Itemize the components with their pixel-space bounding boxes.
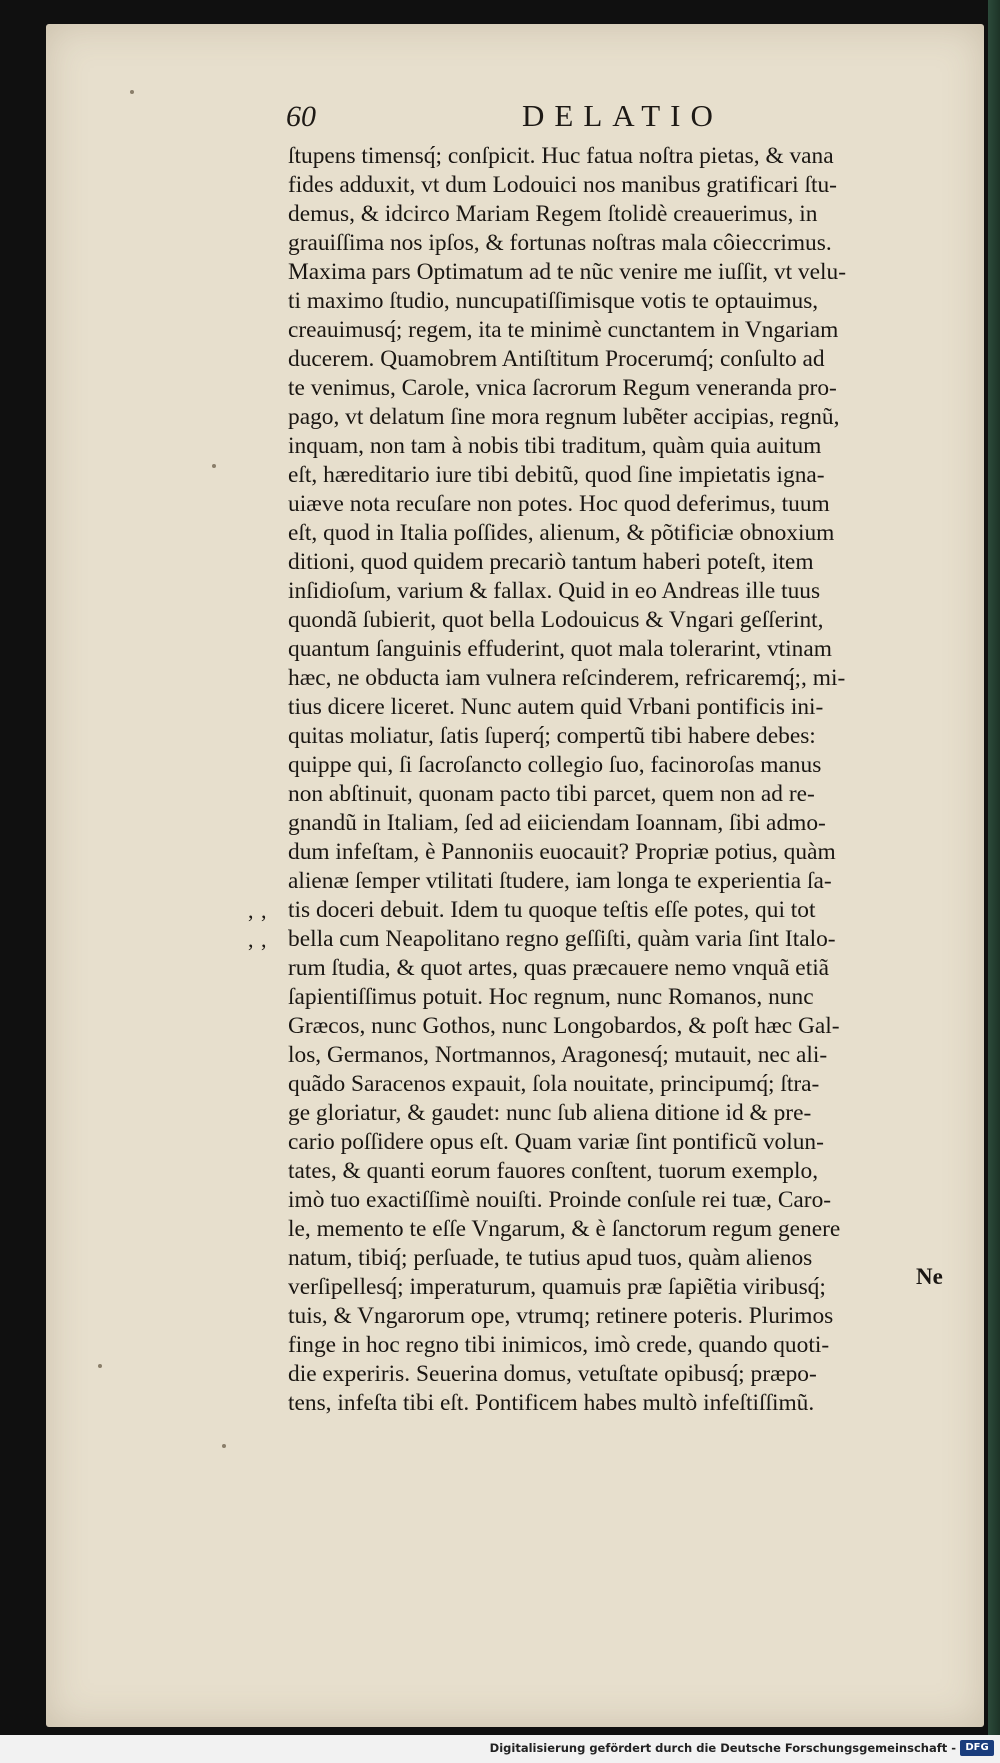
text-line [288,200,994,229]
text-line [288,1244,994,1273]
text-line [288,635,994,664]
text-line-content: die experiris. Seuerina domus, vetuſtate opibusq́; præpo- [288,1361,817,1387]
text-line [288,403,994,432]
text-line [288,1331,994,1360]
margin-quote-mark: , , [248,927,268,952]
text-line-content: natum, tibiq́; perſuade, te tutius apud tuos, quàm alienos [288,1245,813,1271]
text-line-content: demus, & idcirco Mariam Regem ſtolidè creauerimus, in [288,201,818,227]
text-line-content: pago, vt delatum ſine mora regnum lubẽter accipias, regnũ, [288,404,840,430]
text-line-content: ge gloriatur, & gaudet: nunc ſub aliena ditione id & pre- [288,1100,812,1126]
catchword: Ne [916,1264,943,1289]
text-line [288,316,994,345]
text-line-content: quitas moliatur, ſatis ſuperq́; compertũ tibi habere debes: [288,723,816,749]
text-line-content: creauimusq́; regem, ita te minimè cunctantem in Vngariam [288,317,839,343]
text-line-content: inſidioſum, varium & fallax. Quid in eo Andreas ille tuus [288,578,821,604]
paper-speck [222,1444,226,1448]
text-line-content: le, memento te eſſe Vngarum, & è ſanctorum regum genere [288,1216,841,1242]
text-line-content: ditioni, quod quidem precariò tantum haberi poteſt, item [288,549,814,575]
paper-speck [212,464,216,468]
footer-strip [0,1735,1000,1763]
text-line [288,345,994,374]
text-line [288,287,994,316]
text-line-content: tuis, & Vngarorum ope, vtrumq; retinere poteris. Plurimos [288,1303,834,1329]
text-line [288,1099,994,1128]
text-line-content: tis doceri debuit. Idem tu quoque teſtis eſſe potes, qui tot [288,897,816,923]
text-line [288,1215,994,1244]
text-line-content: te venimus, Carole, vnica ſacrorum Regum veneranda pro- [288,375,837,401]
text-line-content: tates, & quanti eorum fauores conſtent, tuorum exemplo, [288,1158,819,1184]
text-line [288,838,994,867]
text-line [288,606,994,635]
paper-speck [98,1364,102,1368]
text-line-content: eſt, quod in Italia poſſides, alienum, & põtificiæ obnoxium [288,520,835,546]
text-line [288,722,994,751]
text-line [288,867,994,896]
text-line-content: eſt, hæreditario iure tibi debitũ, quod ſine impietatis igna- [288,462,825,488]
text-line-content: non abſtinuit, quonam pacto tibi parcet, quem non ad re- [288,781,815,807]
text-line-content: quippe qui, ſi ſacroſancto collegio ſuo, facinoroſas manus [288,752,822,778]
text-line-content: ſapientiſſimus potuit. Hoc regnum, nunc Romanos, nunc [288,984,814,1010]
body-text [248,142,994,1418]
margin-quote-mark: , , [248,898,268,923]
text-line-content: quantum ſanguinis effuderint, quot mala tolerarint, vtinam [288,636,832,662]
text-line-content: bella cum Neapolitano regno geſſiſti, quàm varia ſint Italo- [288,926,836,952]
text-line [288,954,994,983]
text-line-content: verſipellesq́; imperaturum, quamuis præ ſapiẽtia viribusq́; [288,1274,826,1300]
text-line-content: Græcos, nunc Gothos, nunc Longobardos, & poſt hæc Gal- [288,1013,840,1039]
text-line-content: Maxima pars Optimatum ad te nũc venire me iuſſit, vt velu- [288,259,846,285]
text-line-content: gnandũ in Italiam, ſed ad eiiciendam Ioannam, ſibi admo- [288,810,826,836]
text-line-content: inquam, non tam à nobis tibi traditum, quàm quia auitum [288,433,822,459]
page-number: 60 [286,100,316,133]
text-line [288,258,994,287]
text-line [288,1360,994,1389]
text-line-content: ducerem. Quamobrem Antiſtitum Procerumq́; conſulto ad [288,346,825,372]
text-line [288,374,994,403]
text-line-content: cario poſſidere opus eſt. Quam variæ ſint pontificũ volun- [288,1129,824,1155]
text-line [288,983,994,1012]
text-line-content: tius dicere liceret. Nunc autem quid Vrbani pontificis ini- [288,694,824,720]
digitization-credit: Digitalisierung gefördert durch die Deutsche Forschungsgemeinschaft - [489,1741,956,1755]
text-line [248,896,994,925]
text-line-content: fides adduxit, vt dum Lodouici nos manibus gratificari ſtu- [288,172,837,198]
page-header [46,94,984,138]
paper-speck [130,90,134,94]
text-line [288,490,994,519]
text-line-content: grauiſſima nos ipſos, & fortunas noſtras mala côieccrimus. [288,230,832,256]
text-line-content: dum infeſtam, è Pannoniis euocauit? Propriæ potius, quàm [288,839,836,865]
text-line [288,432,994,461]
text-line [288,1157,994,1186]
text-line [288,780,994,809]
text-line [288,664,994,693]
text-line-content: imò tuo exactiſſimè nouiſti. Proinde conſule rei tuæ, Caro- [288,1187,832,1213]
text-line-content: ti maximo ſtudio, nuncupatiſſimisque votis te optauimus, [288,288,819,314]
text-line [288,693,994,722]
text-line [288,1128,994,1157]
text-line [288,1186,994,1215]
text-line [288,519,994,548]
text-line-content: quãdo Saracenos expauit, ſola nouitate, principumq́; ſtra- [288,1071,820,1097]
text-line [288,461,994,490]
text-line [288,171,994,200]
text-line [288,229,994,258]
text-line-content: finge in hoc regno tibi inimicos, imò crede, quando quoti- [288,1332,830,1358]
text-line [248,925,994,954]
text-line [288,1070,994,1099]
text-line [288,1389,994,1418]
text-line [288,1012,994,1041]
text-line [288,1041,994,1070]
text-line [288,1273,994,1302]
text-line [288,809,994,838]
book-page [46,24,984,1727]
text-line-content: ſtupens timensq́; conſpicit. Huc fatua noſtra pietas, & vana [288,143,834,169]
text-line [288,577,994,606]
text-line-content: alienæ ſemper vtilitati ſtudere, iam longa te experientia ſa- [288,868,832,894]
text-line-content: quondã ſubierit, quot bella Lodouicus & Vngari geſſerint, [288,607,824,633]
dfg-logo: DFG [960,1740,994,1756]
text-line-content: hæc, ne obducta iam vulnera reſcinderem, refricaremq́;, mi- [288,665,846,691]
text-line [288,548,994,577]
text-line-content: uiæve nota recuſare non potes. Hoc quod deferimus, tuum [288,491,830,517]
running-title: DELATIO [522,98,723,133]
text-line [288,142,994,171]
text-line [288,751,994,780]
text-line [288,1302,994,1331]
text-line-content: tens, infeſta tibi eſt. Pontificem habes multò infeſtiſſimũ. [288,1390,815,1416]
text-line-content: rum ſtudia, & quot artes, quas præcauere nemo vnquã etiã [288,955,830,981]
text-line-content: los, Germanos, Nortmannos, Aragonesq́; mutauit, nec ali- [288,1042,828,1068]
